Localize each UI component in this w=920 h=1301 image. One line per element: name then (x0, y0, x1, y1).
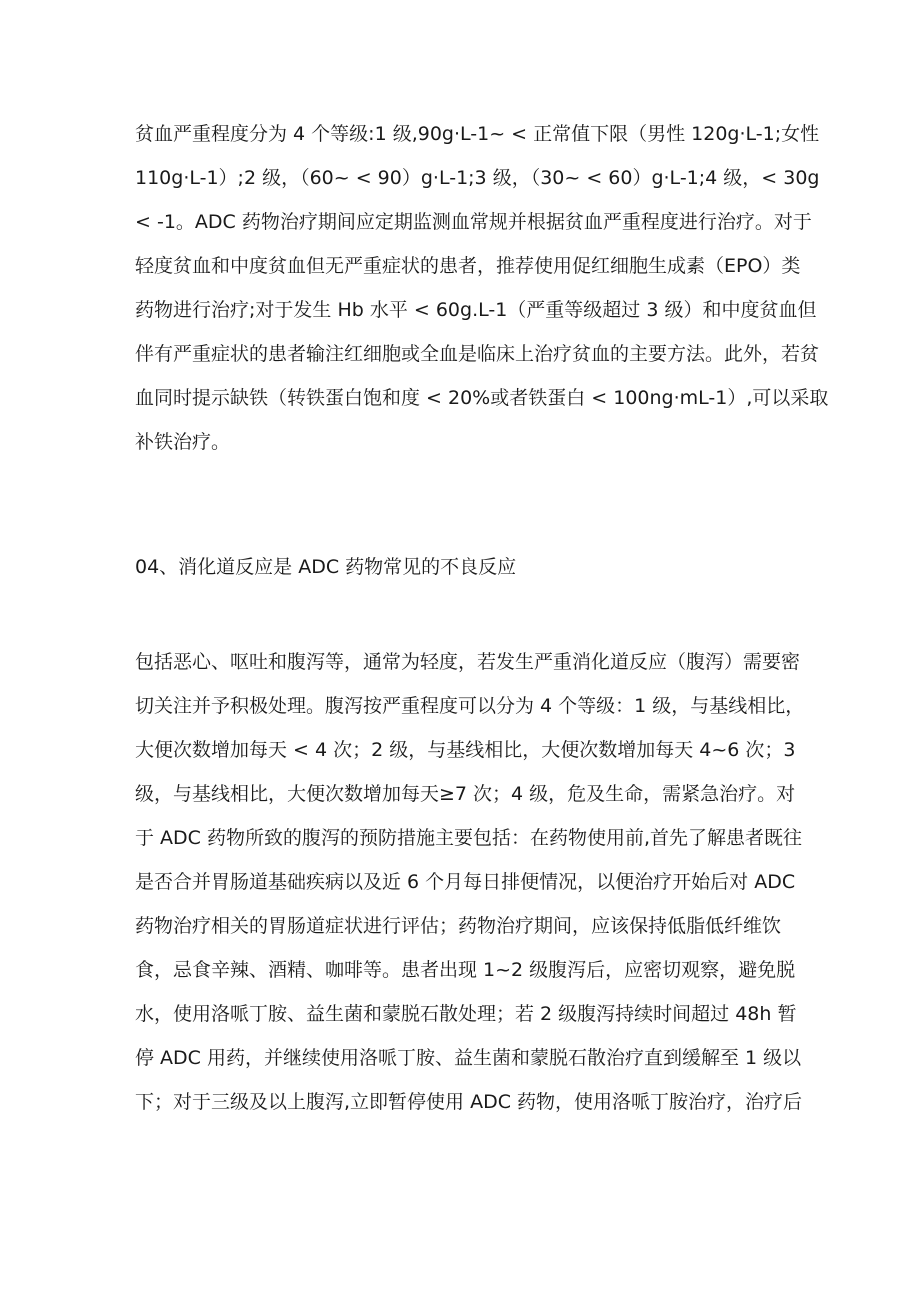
text-line: 包括恶心、呕吐和腹泻等，通常为轻度，若发生严重消化道反应（腹泻）需要密 (135, 651, 801, 673)
text-line: 药物治疗相关的胃肠道症状进行评估；药物治疗期间，应该保持低脂低纤维饮 (135, 915, 782, 937)
text-line: 药物进行治疗;对于发生 Hb 水平 < 60g.L-1（严重等级超过 3 级）和中度贫血但 (135, 299, 817, 321)
text-line: 是否合并胃肠道基础疾病以及近 6 个月每日排便情况，以便治疗开始后对 ADC (135, 871, 796, 893)
paragraph-anemia-grading (135, 112, 829, 464)
text-line: 血同时提示缺铁（转铁蛋白饱和度 < 20%或者铁蛋白 < 100ng·mL-1）,可以采取 (135, 387, 829, 409)
text-line: 停 ADC 用药，并继续使用洛哌丁胺、益生菌和蒙脱石散治疗直到缓解至 1 级以 (135, 1047, 802, 1069)
text-line: 于 ADC 药物所致的腹泻的预防措施主要包括：在药物使用前,首先了解患者既往 (135, 827, 803, 849)
text-line: 补铁治疗。 (135, 431, 231, 453)
text-line: < -1。ADC 药物治疗期间应定期监测血常规并根据贫血严重程度进行治疗。对于 (135, 211, 812, 233)
text-line: 食，忌食辛辣、酒精、咖啡等。患者出现 1~2 级腹泻后，应密切观察，避免脱 (135, 959, 796, 981)
text-line: 级，与基线相比，大便次数增加每天≥7 次；4 级，危及生命，需紧急治疗。对 (135, 783, 796, 805)
text-line: 下；对于三级及以上腹泻,立即暂停使用 ADC 药物，使用洛哌丁胺治疗，治疗后 (135, 1091, 803, 1113)
section-heading (135, 545, 795, 589)
text-line: 切关注并予积极处理。腹泻按严重程度可以分为 4 个等级：1 级，与基线相比， (135, 695, 805, 717)
text-line: 水，使用洛哌丁胺、益生菌和蒙脱石散处理；若 2 级腹泻持续时间超过 48h 暂 (135, 1003, 797, 1025)
section-heading-text: 04、消化道反应是 ADC 药物常见的不良反应 (135, 556, 517, 578)
text-line: 贫血严重程度分为 4 个等级:1 级,90g·L-1~ < 正常值下限（男性 120g·L-1;女性 (135, 123, 820, 145)
text-line: 伴有严重症状的患者输注红细胞或全血是临床上治疗贫血的主要方法。此外，若贫 (135, 343, 820, 365)
text-line: 110g·L-1）;2 级，（60~ < 90）g·L-1;3 级，（30~ < 60）g·L-1;4 级，< 30g (135, 167, 820, 189)
paragraph-gi-reactions (135, 640, 805, 1124)
text-line: 大便次数增加每天 < 4 次；2 级，与基线相比，大便次数增加每天 4~6 次；3 (135, 739, 796, 761)
text-line: 轻度贫血和中度贫血但无严重症状的患者，推荐使用促红细胞生成素（EPO）类 (135, 255, 801, 277)
